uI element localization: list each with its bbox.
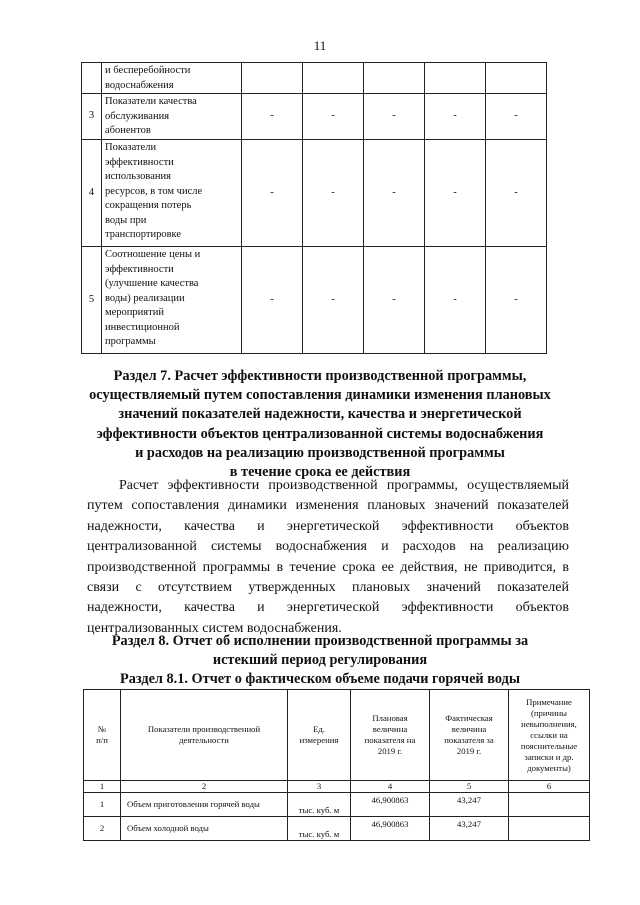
table-row bbox=[82, 247, 547, 354]
header-line: Фактическая bbox=[445, 713, 493, 723]
row-number: 5 bbox=[82, 247, 102, 354]
indicator-name bbox=[102, 140, 242, 247]
header-line: Ед. bbox=[313, 724, 325, 734]
header-line: величина bbox=[451, 724, 487, 734]
unit-cell: тыс. куб. м bbox=[288, 817, 351, 841]
indicator-name-line: использования bbox=[105, 171, 171, 182]
indicator-name bbox=[102, 63, 242, 94]
value-cell bbox=[425, 63, 486, 94]
note-cell bbox=[509, 793, 590, 817]
table-row bbox=[82, 140, 547, 247]
table-header-row bbox=[84, 690, 590, 781]
section-7-paragraph: Расчет эффективности производственной программы, осуществляемый путем сопоставления динамики изменения плановых значений показателей надежности, качества и энергетической эффективности объектов централизованной системы водоснабжения и расходов на реализацию производственной программы в течение срока ее действия, не приводится, в связи с отсутствием утвержденных плановых значений показателей надежности, качества и энергетической эффективности объектов централизованных систем водоснабжения. bbox=[87, 478, 569, 636]
indicator-name-line: Показатели качества bbox=[105, 96, 197, 107]
value-cell bbox=[242, 63, 303, 94]
section-8-1-heading: Раздел 8.1. Отчет о фактическом объеме подачи горячей воды bbox=[119, 671, 521, 687]
column-index: 1 bbox=[84, 781, 121, 793]
column-index: 4 bbox=[351, 781, 430, 793]
indicator-name-line: сокращения потерь bbox=[105, 200, 192, 211]
header-line: Плановая bbox=[372, 713, 408, 723]
row-number: 1 bbox=[84, 793, 121, 817]
indicator-name-line: (улучшение качества bbox=[105, 278, 199, 289]
row-number: 2 bbox=[84, 817, 121, 841]
value-cell: - bbox=[425, 94, 486, 140]
value-cell: - bbox=[486, 140, 547, 247]
value-cell: - bbox=[303, 94, 364, 140]
column-index: 5 bbox=[430, 781, 509, 793]
indicator-name-line: инвестиционной bbox=[105, 321, 180, 333]
header-line: Показатели производственной bbox=[147, 724, 261, 734]
indicator-name-line: обслуживания bbox=[105, 110, 170, 122]
value-cell: - bbox=[242, 94, 303, 140]
column-index: 3 bbox=[288, 781, 351, 793]
table-row bbox=[82, 63, 547, 94]
indicator-name-line: воды при bbox=[105, 214, 147, 226]
note-cell bbox=[509, 817, 590, 841]
table-row bbox=[82, 94, 547, 140]
indicator-name-line: программы bbox=[105, 336, 156, 347]
indicator-name-line: и бесперебойности bbox=[105, 65, 191, 76]
value-cell: - bbox=[364, 247, 425, 354]
actual-value: 43,247 bbox=[430, 817, 509, 841]
column-index-row bbox=[84, 781, 590, 793]
header-line: невыполнения, bbox=[521, 718, 577, 729]
header-line: деятельности bbox=[179, 735, 229, 745]
heading-line: осуществляемый путем сопоставления динамики изменения плановых bbox=[89, 387, 551, 404]
header-unit bbox=[288, 690, 351, 781]
heading-line: Раздел 8. Отчет об исполнении производственной программы за bbox=[111, 633, 529, 649]
planned-value: 46,900863 bbox=[351, 793, 430, 817]
indicator-name-line: транспортировке bbox=[105, 229, 182, 240]
hot-water-report-table bbox=[83, 689, 590, 841]
header-indicator bbox=[121, 690, 288, 781]
value-cell: - bbox=[486, 94, 547, 140]
heading-line: значений показателей надежности, качества и энергетической bbox=[118, 406, 522, 423]
value-cell: - bbox=[364, 94, 425, 140]
indicator-name-line: эффективности bbox=[105, 156, 174, 168]
heading-line: в течение срока ее действия bbox=[229, 464, 411, 481]
value-cell: - bbox=[242, 247, 303, 354]
header-line: измерения bbox=[299, 735, 339, 745]
value-cell bbox=[486, 63, 547, 94]
heading-line: Раздел 7. Расчет эффективности производственной программы, bbox=[113, 368, 527, 384]
value-cell: - bbox=[242, 140, 303, 247]
section-7-heading bbox=[0, 367, 640, 482]
header-line: документы) bbox=[527, 762, 571, 773]
column-index: 6 bbox=[509, 781, 590, 793]
header-line: (причины bbox=[530, 707, 568, 718]
indicator-name-line: эффективности bbox=[105, 263, 174, 275]
header-line: ссылки на bbox=[530, 729, 568, 740]
section-8-heading bbox=[0, 632, 640, 670]
heading-line: истекший период регулирования bbox=[212, 652, 428, 669]
indicator-name bbox=[102, 247, 242, 354]
column-index: 2 bbox=[121, 781, 288, 793]
indicator-name-line: ресурсов, в том числе bbox=[105, 185, 203, 197]
header-line: величина bbox=[372, 724, 408, 734]
value-cell: - bbox=[364, 140, 425, 247]
header-num bbox=[84, 690, 121, 781]
indicator-name-line: мероприятий bbox=[105, 307, 164, 318]
value-cell bbox=[364, 63, 425, 94]
indicator-name-line: воды) реализации bbox=[105, 292, 185, 304]
value-cell: - bbox=[425, 140, 486, 247]
indicator-name-line: водоснабжения bbox=[105, 79, 174, 91]
indicator-name-line: абонентов bbox=[105, 125, 151, 136]
header-line: показателя на bbox=[364, 735, 416, 745]
heading-line: и расходов на реализацию производственной программы bbox=[135, 444, 505, 461]
indicator-name-line: Соотношение цены и bbox=[105, 249, 201, 260]
header-line: записки и др. bbox=[524, 751, 574, 762]
header-line: Примечание bbox=[526, 696, 572, 707]
header-actual bbox=[430, 690, 509, 781]
indicators-table bbox=[81, 62, 547, 354]
indicator-name bbox=[102, 94, 242, 140]
row-number: 3 bbox=[82, 94, 102, 140]
header-line: 2019 г. bbox=[377, 746, 403, 756]
value-cell: - bbox=[303, 140, 364, 247]
page-number: 11 bbox=[313, 38, 327, 53]
row-number bbox=[82, 63, 102, 94]
header-line: пояснительные bbox=[520, 740, 578, 751]
value-cell: - bbox=[425, 247, 486, 354]
table-row bbox=[84, 793, 590, 817]
header-line: № bbox=[97, 724, 107, 734]
header-planned bbox=[351, 690, 430, 781]
value-cell: - bbox=[486, 247, 547, 354]
value-cell bbox=[303, 63, 364, 94]
heading-line: эффективности объектов централизованной системы водоснабжения bbox=[96, 425, 544, 442]
planned-value: 46,900863 bbox=[351, 817, 430, 841]
header-line: показателя за bbox=[444, 735, 494, 745]
row-number: 4 bbox=[82, 140, 102, 247]
table-row bbox=[84, 817, 590, 841]
header-note bbox=[509, 690, 590, 781]
value-cell: - bbox=[303, 247, 364, 354]
unit-cell: тыс. куб. м bbox=[288, 793, 351, 817]
indicator-name: Объем холодной воды bbox=[121, 817, 288, 841]
header-line: 2019 г. bbox=[456, 746, 482, 756]
header-line: п/п bbox=[96, 735, 108, 745]
indicator-name-line: Показатели bbox=[105, 142, 157, 153]
indicator-name: Объем приготовления горячей воды bbox=[121, 793, 288, 817]
actual-value: 43,247 bbox=[430, 793, 509, 817]
